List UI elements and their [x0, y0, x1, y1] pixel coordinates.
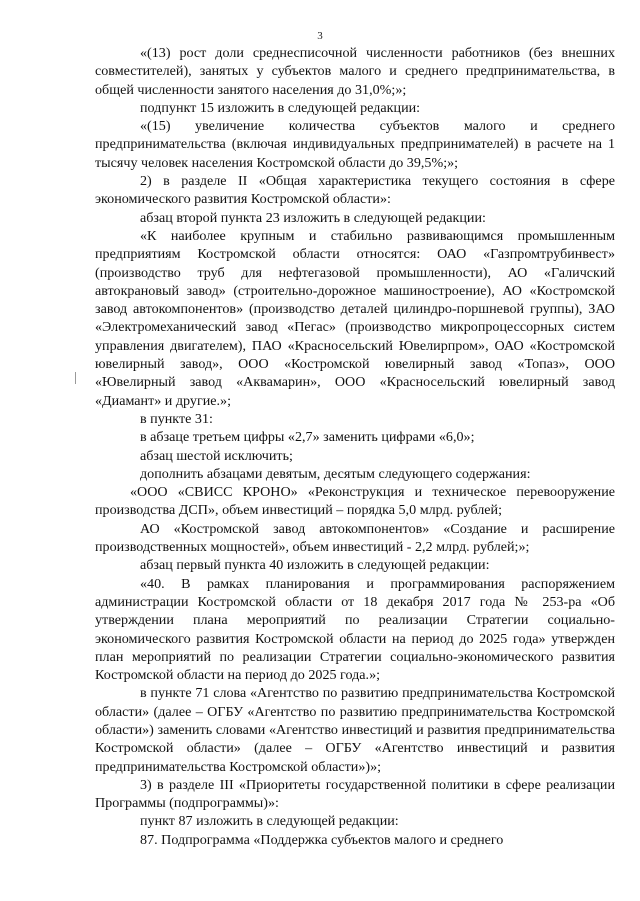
paragraph: «К наиболее крупным и стабильно развивающимся промышленным предприятиям Костромской области относятся: ОАО «Газпромтрубинвест» (производство труб для нефтегазовой промышленности), АО «Галичский автокрановый завод» (строительно-дорожное машиностроение), АО «Костромской завод автокомпонентов» (производство деталей цилиндро-поршневой группы), ЗАО «Электромеханический завод «Пегас» (производство микропроцессорных систем управления двигателем), ПАО «Красносельский Ювелирпром», ОАО «Костромской ювелирный завод», ООО «Костромской ювелирный завод «Топаз», ООО «Ювелирный завод «Аквамарин», ООО «Красносельский ювелирный завод «Диамант» и другие.»; [95, 227, 615, 409]
paragraph: 2) в разделе II «Общая характеристика текущего состояния в сфере экономического развития Костромской области»: [95, 173, 615, 208]
paragraph: АО «Костромской завод автокомпонентов» «Создание и расширение производственных мощностей», объем инвестиций - 2,2 млрд. рублей;»; [95, 520, 615, 556]
paragraph: пункт 87 изложить в следующей редакции: [140, 813, 399, 830]
paragraph: 87. Подпрограмма «Поддержка субъектов малого и среднего [140, 831, 504, 848]
paragraph: «ООО «СВИСС КРОНО» «Реконструкция и техническое перевооружение производства ДСП», объем инвестиций – порядка 5,0 млрд. рублей; [95, 484, 615, 519]
paragraph: абзац шестой исключить; [140, 447, 293, 464]
paragraph: «(15) увеличение количества субъектов малого и среднего предпринимательства (включая индивидуальных предпринимателей) в расчете на 1 тысячу человек населения Костромской области до 39,5%;»; [95, 118, 615, 171]
paragraph: подпункт 15 изложить в следующей редакции: [140, 99, 421, 116]
paragraph: «40. В рамках планирования и программирования распоряжением администрации Костромской области от 18 декабря 2017 года № 253-ра «Об утверждении плана мероприятий по реализации Стратегии социально-экономического развития Костромской области на период до 2025 года» утвержден план мероприятий по реализации Стратегии социально-экономического развития Костромской области на период до 2025 года.»; [95, 575, 615, 684]
paragraph: «(13) рост доли среднесписочной численности работников (без внешних совместителей), занятых у субъектов малого и среднего предпринимательства, в общей численности занятого населения до 31,0%;»; [95, 45, 615, 98]
paragraph: 3) в разделе III «Приоритеты государственной политики в сфере реализации Программы (подпрограммы)»: [95, 776, 615, 812]
margin-mark [75, 372, 76, 384]
paragraph: абзац первый пункта 40 изложить в следующей редакции: [140, 557, 490, 574]
paragraph: в абзаце третьем цифры «2,7» заменить цифрами «6,0»; [140, 429, 475, 446]
page-number: 3 [317, 30, 323, 42]
paragraph: в пункте 71 слова «Агентство по развитию предпринимательства Костромской области» (далее – ОГБУ «Агентство по развитию предпринимательства Костромской области») заменить словами «Агентство инвестиций и развития предпринимательства Костромской области» (далее – ОГБУ «Агентство инвестиций и развития предпринимательства Костромской области»)»; [95, 685, 615, 775]
paragraph: дополнить абзацами девятым, десятым следующего содержания: [140, 465, 531, 482]
paragraph: в пункте 31: [140, 410, 213, 427]
document-body [95, 44, 615, 849]
paragraph: абзац второй пункта 23 изложить в следующей редакции: [140, 209, 486, 226]
